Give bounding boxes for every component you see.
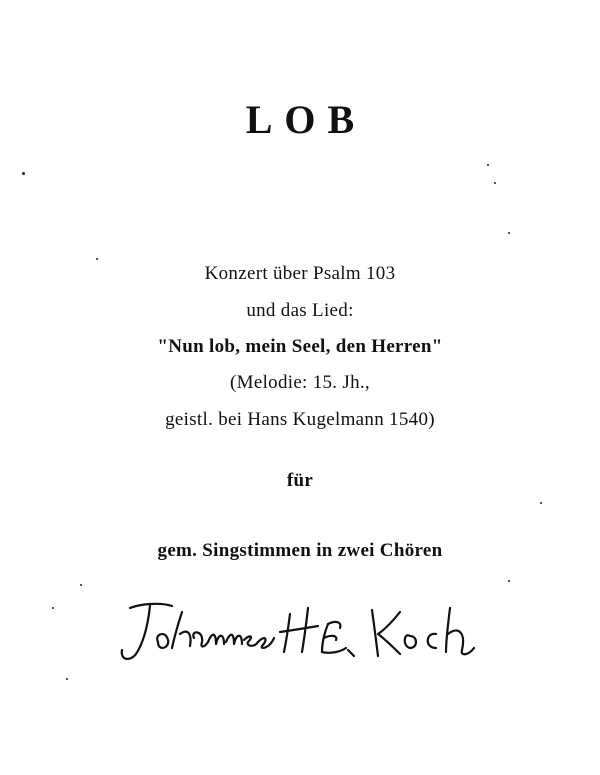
scan-speck bbox=[96, 258, 98, 260]
for-word: für bbox=[286, 470, 314, 491]
scan-speck bbox=[52, 607, 54, 609]
scan-speck bbox=[494, 182, 496, 184]
scan-speck bbox=[508, 232, 510, 234]
source-note: geistl. bei Hans Kugelmann 1540) bbox=[165, 409, 435, 430]
scan-speck bbox=[66, 678, 68, 680]
handwritten-signature bbox=[110, 590, 510, 675]
scan-speck bbox=[487, 164, 489, 166]
voicing-line: gem. Singstimmen in zwei Chören bbox=[157, 540, 443, 561]
scan-speck bbox=[540, 502, 542, 504]
scan-speck bbox=[80, 584, 82, 586]
scan-speck bbox=[22, 172, 25, 175]
song-title: "Nun lob, mein Seel, den Herren" bbox=[157, 336, 443, 357]
melody-note: (Melodie: 15. Jh., bbox=[230, 372, 370, 393]
scan-speck bbox=[508, 580, 510, 582]
document-title: LOB bbox=[245, 97, 367, 142]
subtitle-line-song: und das Lied: bbox=[246, 300, 354, 321]
subtitle-line-concert: Konzert über Psalm 103 bbox=[204, 263, 396, 284]
